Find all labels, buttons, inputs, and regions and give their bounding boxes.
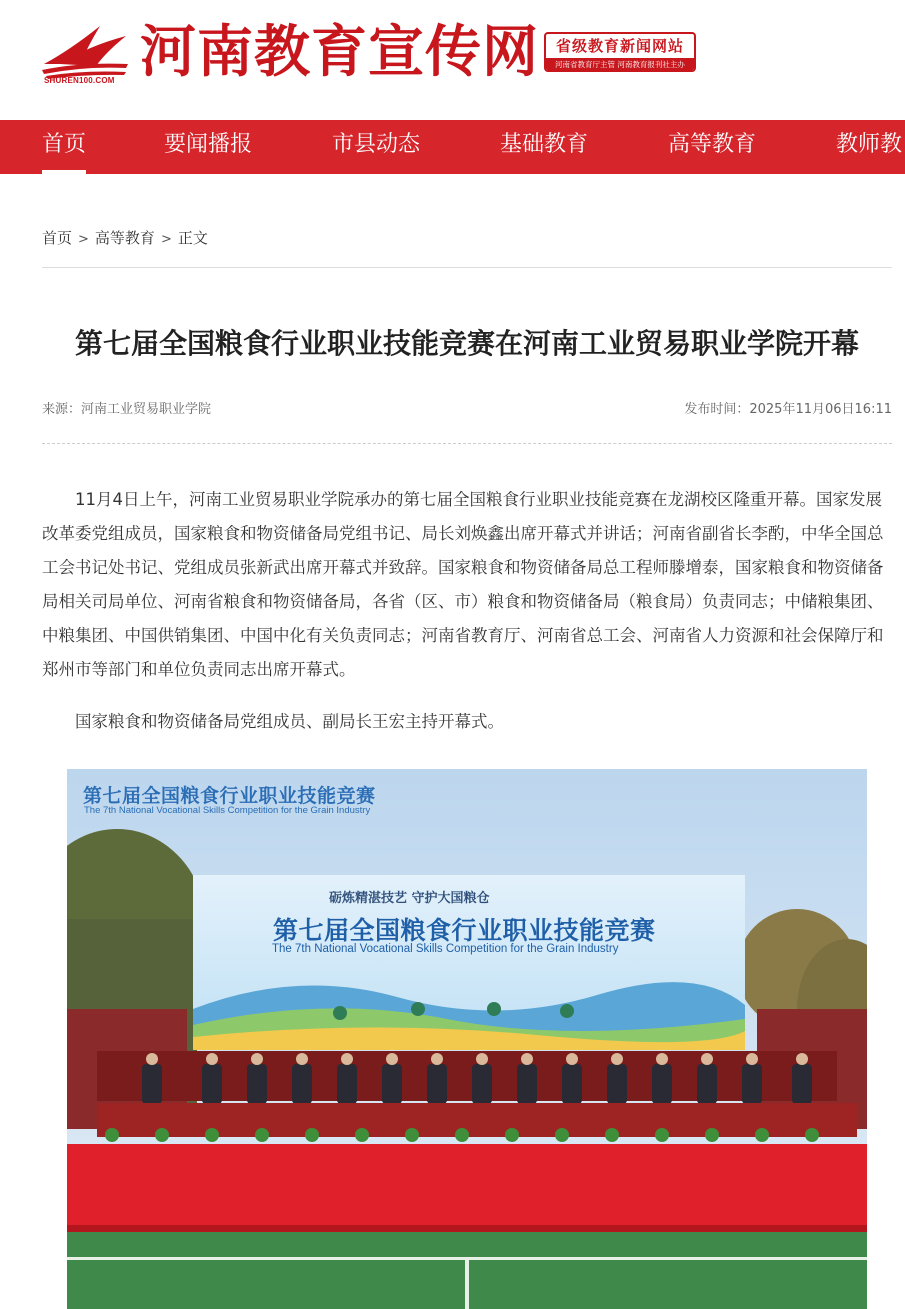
site-seal-badge <box>544 32 696 72</box>
nav-item-higher-education[interactable]: 高等教育 <box>668 132 757 157</box>
breadcrumb-current: 正文 <box>177 229 208 247</box>
photo-corner-subtitle: The 7th National Vocational Skills Competition for the Grain Industry <box>84 805 371 816</box>
site-title[interactable]: 河南教育宣传网 <box>140 19 539 85</box>
nav-item-city[interactable]: 市县动态 <box>332 132 421 157</box>
ceremony-photo-illustration <box>67 769 867 1309</box>
article-publish-time: 发布时间：2025年11月06日16:11 <box>684 402 892 417</box>
nav-item-home[interactable]: 首页 <box>42 120 86 174</box>
article-title: 第七届全国粮食行业职业技能竞赛在河南工业贸易职业学院开幕 <box>74 327 859 360</box>
breadcrumb-home[interactable]: 首页 <box>42 229 73 247</box>
site-header <box>0 0 905 120</box>
screen-title: 第七届全国粮食行业职业技能竞赛 <box>273 916 656 945</box>
breadcrumb-separator: > <box>78 232 89 247</box>
logo-domain-text: SHUREN100.COM <box>44 76 115 85</box>
article-paragraph: 国家粮食和物资储备局党组成员、副局长王宏主持开幕式。 <box>75 712 504 731</box>
article-photo <box>67 769 867 1309</box>
photo-corner-title: 第七届全国粮食行业职业技能竞赛 <box>83 785 376 807</box>
main-nav <box>0 120 905 174</box>
article-source: 来源：河南工业贸易职业学院 <box>42 402 212 417</box>
dashed-divider <box>42 443 892 444</box>
breadcrumb-separator: > <box>160 232 172 247</box>
nav-item-news[interactable]: 要闻播报 <box>164 132 253 157</box>
divider <box>42 267 892 268</box>
seal-subtitle: 河南省教育厅主管 河南教育报刊社主办 <box>546 58 694 72</box>
nav-item-teacher[interactable]: 教师教 <box>836 132 903 157</box>
breadcrumb <box>42 226 208 250</box>
breadcrumb-higher-education[interactable]: 高等教育 <box>94 229 155 247</box>
site-logo-icon[interactable] <box>40 20 130 80</box>
nav-item-basic-education[interactable]: 基础教育 <box>500 132 589 157</box>
screen-slogan: 砺炼精湛技艺 守护大国粮仓 <box>329 891 490 906</box>
screen-subtitle: The 7th National Vocational Skills Competition for the Grain Industry <box>272 943 619 955</box>
article-paragraph: 11月4日上午，河南工业贸易职业学院承办的第七届全国粮食行业职业技能竞赛在龙湖校区隆重开幕。国家发展改革委党组成员，国家粮食和物资储备局党组书记、局长刘焕鑫出席开幕式并讲话；河南省副省长李酌，中华全国总工会书记处书记、党组成员张新武出席开幕式并致辞。国家粮食和物资储备局总工程师滕增泰，国家粮食和物资储备局相关司局单位、河南省粮食和物资储备局，各省（区、市）粮食和物资储备局（粮食局）负责同志；中储粮集团、中粮集团、中国供销集团、中国中化有关负责同志；河南省教育厅、河南省总工会、河南省人力资源和社会保障厅和郑州市等部门和单位负责同志出席开幕式。 <box>42 490 884 679</box>
seal-title: 省级教育新闻网站 <box>555 37 684 55</box>
